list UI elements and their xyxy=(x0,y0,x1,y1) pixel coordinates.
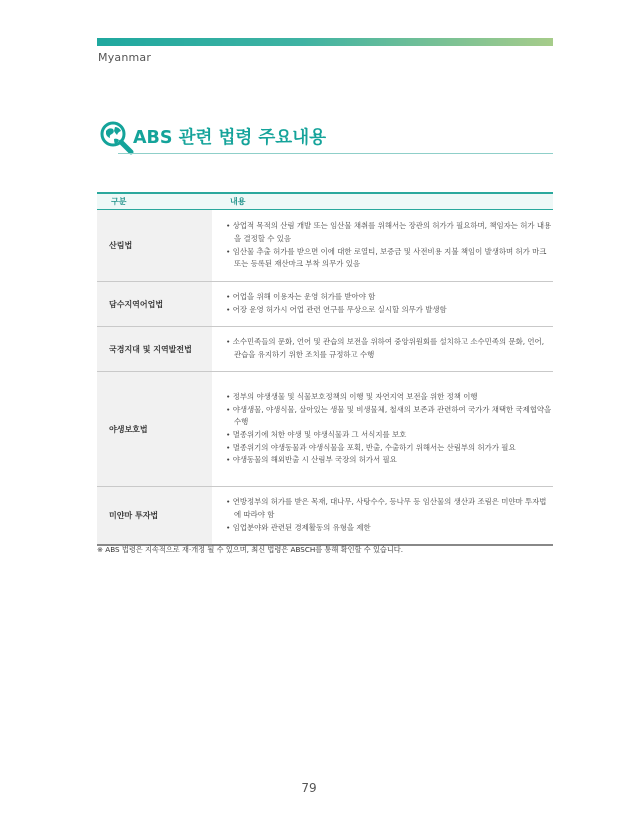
bullet-item: • 소수민족들의 문화, 언어 및 관습의 보전을 위하여 중앙위원회를 설치하고 소수민족의 문화, 언어, 관습을 유지하기 위한 조치를 규정하고 수행 xyxy=(226,336,553,361)
globe-magnifier-icon xyxy=(97,118,135,156)
bullet-item: • 어업을 위해 이용자는 운영 허가를 받아야 함 xyxy=(226,291,553,304)
page-number: 79 xyxy=(301,781,317,795)
row-content xyxy=(212,210,553,281)
section-title-text: ABS 관련 법령 주요내용 xyxy=(133,128,327,148)
table-row xyxy=(97,282,553,327)
row-content xyxy=(212,487,553,544)
section-title xyxy=(97,118,553,154)
header-category: 구분 xyxy=(111,197,127,206)
row-category: 산림법 xyxy=(97,210,212,281)
row-category: 담수지역어업법 xyxy=(97,282,212,326)
table-row xyxy=(97,210,553,282)
bullet-item: • 정부의 야생생물 및 식물보호정책의 이행 및 자연지역 보전을 위한 정책 이행 xyxy=(226,391,553,404)
bullet-item: • 멸종위기의 야생동물과 야생식물을 포획, 반출, 수출하기 위해서는 산림부의 허가가 필요 xyxy=(226,442,553,455)
row-category: 야생보호법 xyxy=(97,372,212,486)
row-content xyxy=(212,372,553,486)
table-header xyxy=(97,192,553,210)
table-row xyxy=(97,372,553,487)
legislation-table xyxy=(97,192,553,546)
footnote: ※ ABS 법령은 지속적으로 재·개정 될 수 있으며, 최신 법령은 ABSCH를 통해 확인할 수 있습니다. xyxy=(97,545,404,554)
country-label: Myanmar xyxy=(98,51,152,64)
row-category: 국경지대 및 지역발전법 xyxy=(97,327,212,371)
bullet-item: • 야생생물, 야생식물, 살아있는 생물 및 비생물체, 철새의 보존과 관련하여 국가가 채택한 국제협약을 수행 xyxy=(226,404,553,429)
bullet-item: • 임산물 추출 허가를 받으면 이에 대한 로열티, 보증금 및 사전비용 지불 책임이 발생하며 허가 마크 또는 등록된 재산마크 부착 의무가 있음 xyxy=(226,246,553,271)
title-underline xyxy=(118,153,553,154)
bullet-item: • 어장 운영 허가시 어업 관련 연구를 무상으로 실시할 의무가 발생함 xyxy=(226,304,553,317)
table-row xyxy=(97,487,553,546)
bullet-item: • 연방정부의 허가를 받은 목재, 대나무, 사탕수수, 등나무 등 임산물의 생산과 조림은 미얀마 투자법에 따라야 함 xyxy=(226,496,553,521)
bullet-item: • 멸종위기에 처한 야생 및 야생식물과 그 서식지를 보호 xyxy=(226,429,553,442)
bullet-item: • 야생동물의 해외반출 시 산림부 국장의 허가서 필요 xyxy=(226,454,553,467)
header-gradient-bar xyxy=(97,38,553,46)
bullet-item: • 임업분야와 관련된 경제활동의 유형을 제한 xyxy=(226,522,553,535)
table-row xyxy=(97,327,553,372)
header-content: 내용 xyxy=(230,197,246,206)
bullet-item: • 상업적 목적의 산림 개발 또는 임산물 채취를 위해서는 장관의 허가가 필요하며, 책임자는 허가 내용을 결정할 수 있음 xyxy=(226,220,553,245)
row-category: 미얀마 투자법 xyxy=(97,487,212,544)
row-content xyxy=(212,327,553,371)
row-content xyxy=(212,282,553,326)
